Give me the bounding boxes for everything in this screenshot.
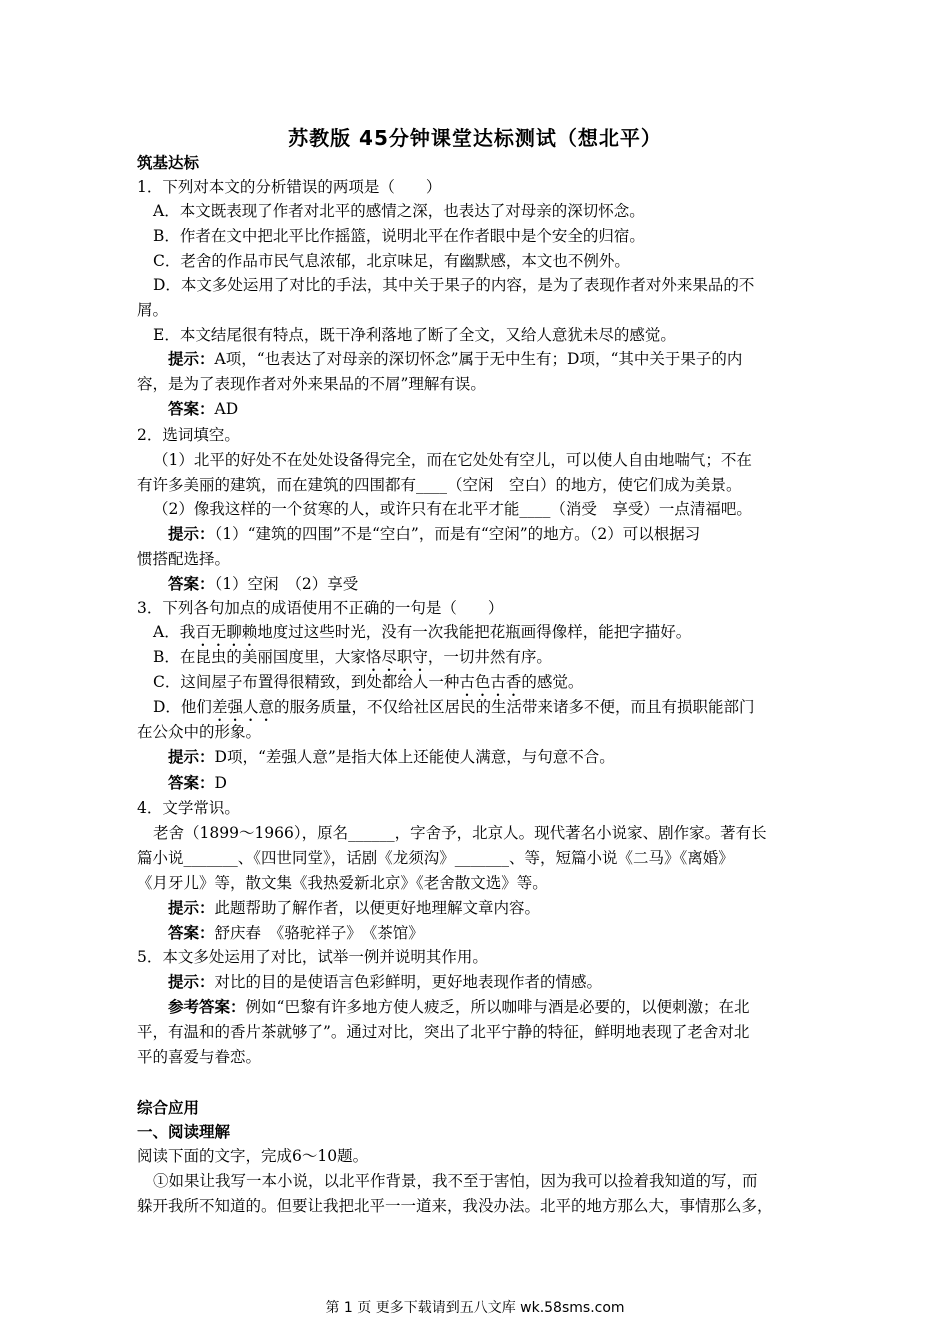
q3-b-text-rest: ，一切井然有序。 [427, 648, 552, 666]
hint-label: 提示： [168, 350, 215, 368]
q1-hint [168, 348, 742, 370]
q2-hint-cont: 惯搭配选择。 [137, 550, 231, 568]
q3-b-dotted-idiom: 恪尽职守 [365, 648, 428, 666]
q1-option-a: A．本文既表现了作者对北平的感情之深，也表达了对母亲的深切怀念。 [153, 202, 645, 220]
reading-paragraph-1: ①如果让我写一本小说，以北平作背景，我不至于害怕，因为我可以捡着我知道的写，而 [153, 1172, 758, 1190]
hint-label: 提示： [168, 748, 215, 766]
q5-reference-answer [168, 996, 749, 1018]
q2-hint-text: （1）“建筑的四围”不是“空白”，而是有“空闲”的地方。（2）可以根据习 [214, 525, 701, 543]
q1-option-d-cont: 屑。 [137, 301, 169, 319]
answer-label: 答案： [168, 575, 215, 593]
answer-label: 答案： [168, 774, 215, 792]
answer-label: 答案： [168, 400, 215, 418]
section-heading-basic: 筑基达标 [137, 154, 200, 172]
q2-sentence-1-cont: 有许多美丽的建筑，而在建筑的四围都有____（空闲 空白）的地方，使它们成为美景。 [137, 476, 742, 494]
q2-hint [168, 523, 700, 545]
q3-hint-text: D项，“差强人意”是指大体上还能使人满意，与句意不合。 [214, 748, 615, 766]
q1-stem: 1．下列对本文的分析错误的两项是（ ） [137, 178, 442, 196]
page-title: 苏教版 45分钟课堂达标测试（想北平） [288, 126, 662, 150]
q1-answer [168, 398, 238, 420]
q2-sentence-1: （1）北平的好处不在处处设备得完全，而在它处处有空儿，可以使人自由地喘气；不在 [153, 451, 752, 469]
q1-option-d: D．本文多处运用了对比的手法，其中关于果子的内容，是为了表现作者对外来果品的不 [153, 276, 755, 294]
q4-answer-text: 舒庆春 《骆驼祥子》 《茶馆》 [214, 924, 424, 942]
q5-reference-cont-2: 平的喜爱与眷恋。 [137, 1048, 262, 1066]
q3-c-text: C．这间屋子布置得很精致，到处都给人一种 [153, 673, 460, 691]
q3-answer-text: D [214, 774, 227, 792]
reference-answer-label: 参考答案： [168, 998, 246, 1016]
q1-option-e: E．本文结尾很有特点，既干净利落地了断了全文，又给人意犹未尽的感觉。 [153, 326, 676, 344]
answer-label: 答案： [168, 924, 215, 942]
q1-hint-text: A项，“也表达了对母亲的深切怀念”属于无中生有；D项，“其中关于果子的内 [214, 350, 743, 368]
q3-c-dotted-idiom: 古色古香 [459, 673, 522, 691]
q4-text-1: 老舍（1899～1966），原名______，字舍予，北京人。现代著名小说家、剧作家。著有长 [153, 824, 767, 842]
hint-label: 提示： [168, 525, 215, 543]
q1-option-c: C．老舍的作品市民气息浓郁，北京味足，有幽默感，本文也不例外。 [153, 252, 630, 270]
q4-answer [168, 922, 424, 944]
q2-stem: 2．选词填空。 [137, 426, 240, 444]
q4-hint [168, 897, 540, 919]
q3-a-dotted-idiom: 百无聊赖 [195, 623, 258, 641]
hint-label: 提示： [168, 973, 215, 991]
q3-stem: 3．下列各句加点的成语使用不正确的一句是（ ） [137, 599, 504, 617]
hint-label: 提示： [168, 899, 215, 917]
q5-hint-text: 对比的目的是使语言色彩鲜明，更好地表现作者的情感。 [214, 973, 603, 991]
q3-hint [168, 746, 615, 768]
q3-a-text: A．我 [153, 623, 196, 641]
q2-sentence-2: （2）像我这样的一个贫寒的人，或许只有在北平才能____（消受 享受）一点清福吧。 [153, 500, 752, 518]
q4-text-3: 《月牙儿》等，散文集《我热爱新北京》《老舍散文选》等。 [137, 874, 548, 892]
q3-d-dotted-idiom: 差强人意 [211, 698, 274, 716]
q3-option-d-cont: 在公众中的形象。 [137, 723, 262, 741]
q2-answer [168, 573, 358, 595]
q4-text-2: 篇小说_______、《四世同堂》，话剧《龙须沟》_______、等，短篇小说《二马》《离婚》 [137, 849, 734, 867]
q3-answer [168, 772, 227, 794]
q5-hint [168, 971, 602, 993]
section-heading-application: 综合应用 [137, 1099, 200, 1117]
q3-c-text-rest: 的感觉。 [521, 673, 584, 691]
q3-b-text: B．在昆虫的美丽国度里，大家 [153, 648, 366, 666]
q4-stem: 4．文学常识。 [137, 799, 240, 817]
q2-answer-text: （1）空闲 （2）享受 [214, 575, 359, 593]
q3-d-text: D．他们 [153, 698, 212, 716]
subsection-heading-reading: 一、阅读理解 [137, 1123, 231, 1141]
q1-answer-text: AD [214, 400, 239, 418]
q5-reference-cont-1: 平，有温和的香片茶就够了”。通过对比，突出了北平宁静的特征，鲜明地表现了老舍对北 [137, 1023, 750, 1041]
q1-hint-cont: 容，是为了表现作者对外来果品的不屑”理解有误。 [137, 375, 486, 393]
q5-stem: 5．本文多处运用了对比，试举一例并说明其作用。 [137, 948, 488, 966]
q5-reference-text: 例如“巴黎有许多地方使人疲乏，所以咖啡与酒是必要的，以便刺激；在北 [245, 998, 750, 1016]
q4-hint-text: 此题帮助了解作者，以便更好地理解文章内容。 [214, 899, 541, 917]
q3-a-text-rest: 地度过这些时光，没有一次我能把花瓶画得像样，能把字描好。 [257, 623, 692, 641]
reading-paragraph-1-cont: 躲开我所不知道的。但要让我把北平一一道来，我没办法。北平的地方那么大，事情那么多， [137, 1197, 773, 1215]
reading-intro: 阅读下面的文字，完成6～10题。 [137, 1147, 369, 1165]
q1-option-b: B．作者在文中把北平比作摇篮，说明北平在作者眼中是个安全的归宿。 [153, 227, 645, 245]
page-footer: 第 1 页 更多下载请到五八文库 wk.58sms.com [325, 1300, 625, 1316]
q3-d-text-rest: 的服务质量，不仅给社区居民的生活带来诸多不便，而且有损职能部门 [273, 698, 755, 716]
